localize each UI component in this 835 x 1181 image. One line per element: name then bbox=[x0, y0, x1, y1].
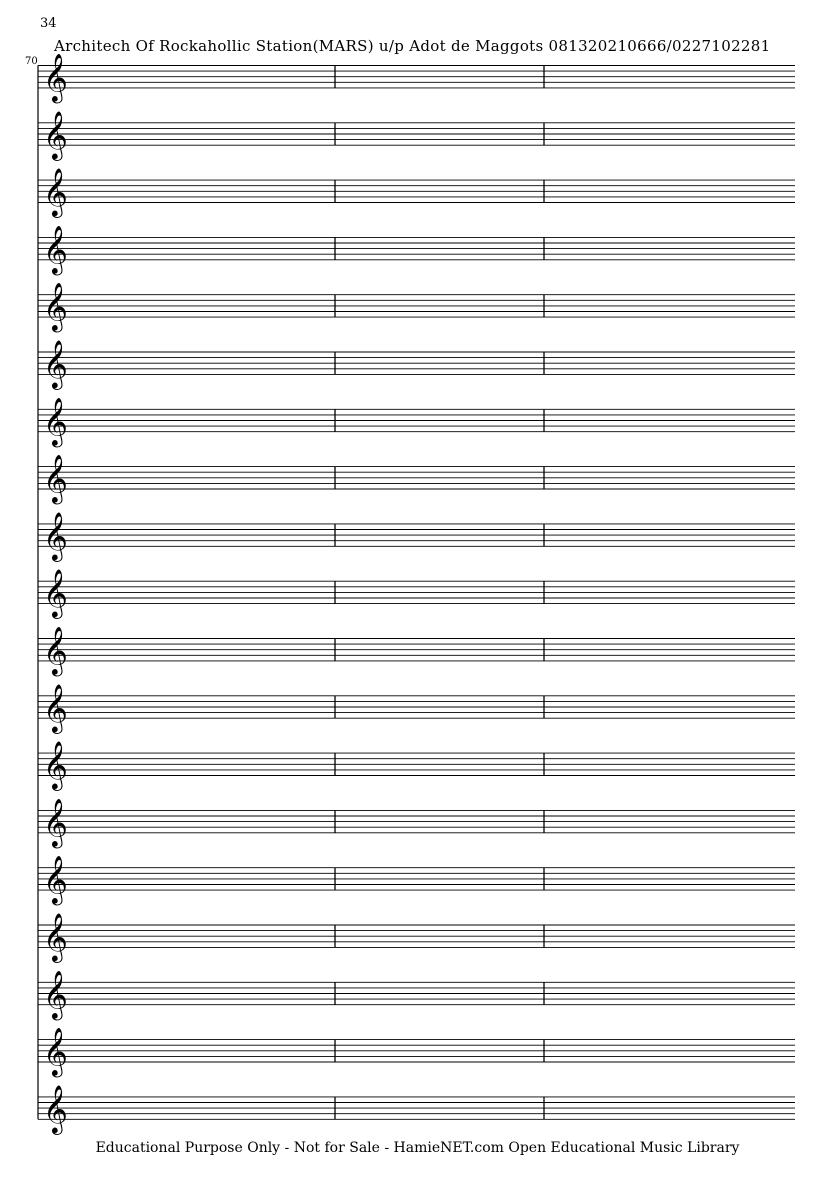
staff bbox=[38, 912, 795, 963]
staff bbox=[38, 224, 795, 275]
page-number: 34 bbox=[40, 16, 57, 31]
staff bbox=[38, 1084, 795, 1135]
treble-clef-icon: 𝄞 bbox=[43, 167, 68, 217]
staff bbox=[38, 339, 795, 390]
treble-clef-icon: 𝄞 bbox=[43, 969, 68, 1019]
staff bbox=[38, 683, 795, 734]
score-title: Architech Of Rockahollic Station(MARS) u/p Adot de Maggots 081320210666/0227102281 bbox=[54, 37, 771, 55]
staff bbox=[38, 511, 795, 562]
staff bbox=[38, 167, 795, 218]
staff bbox=[38, 282, 795, 333]
staff bbox=[38, 454, 795, 505]
treble-clef-icon: 𝄞 bbox=[43, 912, 68, 961]
treble-clef-icon: 𝄞 bbox=[43, 682, 68, 732]
treble-clef-icon: 𝄞 bbox=[43, 1026, 68, 1076]
treble-clef-icon: 𝄞 bbox=[43, 568, 68, 618]
treble-clef-icon: 𝄞 bbox=[43, 224, 68, 274]
treble-clef-icon: 𝄞 bbox=[43, 396, 68, 446]
staff bbox=[38, 626, 795, 677]
staff bbox=[38, 110, 795, 161]
treble-clef-icon: 𝄞 bbox=[43, 797, 68, 847]
treble-clef-icon: 𝄞 bbox=[43, 109, 68, 159]
treble-clef-icon: 𝄞 bbox=[43, 625, 68, 675]
treble-clef-icon: 𝄞 bbox=[43, 453, 68, 503]
treble-clef-icon: 𝄞 bbox=[43, 281, 68, 331]
staff bbox=[38, 797, 795, 848]
staff bbox=[38, 53, 795, 104]
staff bbox=[38, 1027, 795, 1078]
measure-number: 70 bbox=[25, 56, 38, 67]
treble-clef-icon: 𝄞 bbox=[43, 510, 68, 560]
treble-clef-icon: 𝄞 bbox=[43, 339, 68, 388]
treble-clef-icon: 𝄞 bbox=[43, 854, 68, 904]
staff bbox=[38, 740, 795, 791]
footer-notice: Educational Purpose Only - Not for Sale - HamieNET.com Open Educational Music Library bbox=[95, 1140, 740, 1156]
staff bbox=[38, 969, 795, 1020]
staff bbox=[38, 396, 795, 447]
treble-clef-icon: 𝄞 bbox=[43, 1083, 68, 1133]
staff bbox=[38, 855, 795, 906]
treble-clef-icon: 𝄞 bbox=[43, 52, 68, 102]
staff bbox=[38, 568, 795, 619]
treble-clef-icon: 𝄞 bbox=[43, 740, 68, 790]
